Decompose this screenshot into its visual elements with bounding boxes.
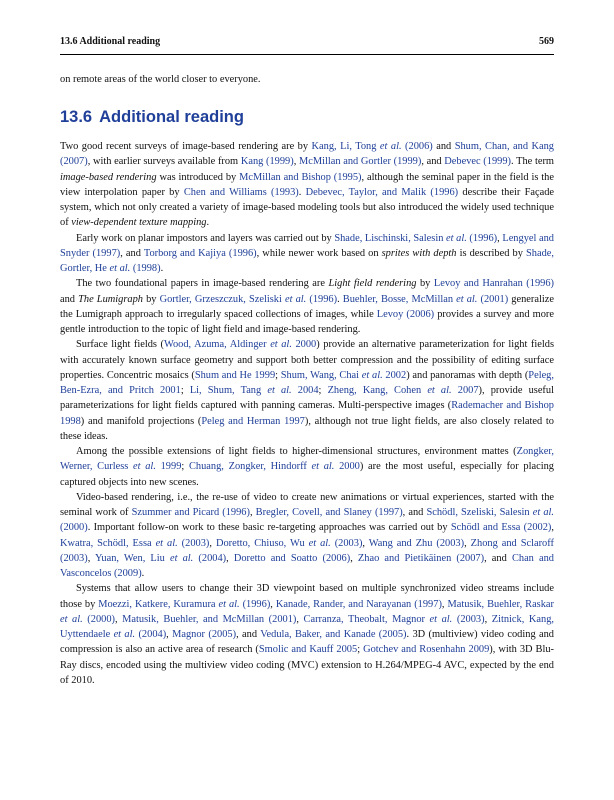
text-run: view-dependent texture mapping [71, 217, 207, 229]
citation-link[interactable]: et al. [446, 232, 467, 244]
citation-link[interactable]: Magnor (2005) [172, 629, 237, 640]
citation-link[interactable]: et al. [456, 293, 478, 305]
text-run: ; [181, 461, 189, 473]
citation-link[interactable]: Chen and Williams (1993) [183, 186, 299, 198]
text-run: . 3D (multiview) video coding and compression is also an active area of research ( [60, 629, 554, 656]
citation-link[interactable]: Bregler, Covell, and Slaney (1997) [255, 507, 403, 518]
citation-link[interactable]: et al. [532, 507, 555, 518]
text-run: , [87, 552, 96, 564]
citation-link[interactable]: Wang and Zhu (2003) [368, 537, 465, 549]
citation-link[interactable]: Peleg and Herman 1997 [201, 415, 305, 427]
text-run: . [141, 568, 145, 579]
text-run: , [270, 598, 276, 610]
citation-link[interactable]: Matusik, Buehler, and McMillan (2001) [122, 613, 297, 625]
citation-link[interactable]: Doretto, Chiuso, Wu [215, 537, 309, 549]
text-run: , [293, 156, 299, 168]
paragraph [60, 139, 554, 231]
text-run: , and [236, 629, 261, 640]
text-run: Video-based rendering, i.e., the re-use of video to create new animations or virtual experiences, started with the seminal work of [60, 491, 554, 518]
section-number: 13.6 [60, 108, 93, 126]
text-run: ) provide an alternative parameterization for light fields with accurately known surface geometry and support both better compression and the possibility of editing surface properties. Concentric mosaics ( [60, 339, 555, 381]
paragraph [60, 444, 554, 490]
running-header-section: 13.6 Additional reading [60, 36, 161, 47]
citation-link[interactable]: 1999 [155, 461, 182, 473]
citation-link[interactable]: Schödl, Szeliski, Salesin [426, 507, 533, 518]
citation-link[interactable]: Zhao and Pietikäinen (2007) [357, 552, 485, 564]
citation-link[interactable]: (2001) [477, 293, 509, 305]
text-run: Systems that allow users to change their 3D viewpoint based on multiple synchronized video streams include those by [60, 583, 554, 610]
paragraph [60, 490, 554, 582]
text-run: ) and manifold projections ( [80, 415, 202, 427]
citation-link[interactable]: et al. [427, 385, 452, 396]
citation-link[interactable]: et al. [60, 613, 83, 625]
citation-link[interactable]: Doretto and Soatto (2006) [233, 552, 351, 564]
text-run: ), with 3D Blu-Ray discs, encoded using the multiview video coding (MVC) extension to H.264/MPEG-4 AVC, expected by the end of 2010. [60, 644, 555, 686]
text-run: by [142, 293, 160, 305]
text-run: and [432, 141, 455, 152]
citation-link[interactable]: Chan and Vasconcelos (2009) [60, 552, 554, 579]
citation-link[interactable]: Shade, Gortler, He [60, 247, 554, 274]
citation-link[interactable]: (2003) [177, 537, 210, 549]
citation-link[interactable]: et al. [311, 461, 335, 473]
text-run: sprites with depth [381, 247, 457, 259]
citation-link[interactable]: Chuang, Zongker, Hindorff [188, 461, 312, 473]
citation-link[interactable]: McMillan and Bishop (1995) [239, 171, 362, 183]
citation-link[interactable]: Wood, Azuma, Aldinger [163, 339, 271, 351]
paragraph [60, 337, 554, 444]
carryover-line: on remote areas of the world closer to everyone. [60, 74, 261, 85]
running-header [60, 36, 554, 48]
text-run: ), although not true light fields, are also closely related to these ideas. [60, 415, 554, 442]
text-run: , [551, 522, 554, 534]
citation-link[interactable]: Levoy and Hanrahan (1996) [433, 278, 554, 290]
paragraph [60, 231, 554, 277]
text-run: ; [357, 644, 364, 656]
text-run: , [249, 507, 256, 518]
header-rule [60, 54, 554, 55]
citation-link[interactable]: Zhong and Sclaroff (2003) [60, 537, 554, 564]
page-number: 569 [539, 36, 554, 47]
citation-link[interactable]: (1998) [130, 263, 161, 274]
citation-link[interactable]: Rademacher and Bishop 1998 [60, 400, 554, 427]
citation-link[interactable]: Gotchev and Rosenhahn 2009 [363, 644, 490, 656]
text-run: Among the possible extensions of light fields to higher-dimensional structures, environment mattes ( [76, 446, 517, 457]
text-run: Light field rendering [328, 278, 417, 290]
citation-link[interactable]: et al. [113, 629, 136, 640]
text-run: , [362, 537, 369, 549]
text-run: , and [120, 247, 144, 259]
citation-link[interactable]: et al. [429, 613, 453, 625]
text-run: ), provide useful parameterizations for light fields captured with panning cameras. Multi-perspective images ( [60, 385, 554, 412]
text-run: , [484, 613, 492, 625]
text-run: ; [318, 385, 328, 396]
text-run: . [298, 186, 306, 198]
text-run: . Important follow-on work to these basic re-targeting approaches was carried out by [87, 522, 451, 534]
text-run: . The term [511, 156, 554, 168]
citation-link[interactable]: Shade, Lischinski, Salesin [334, 232, 447, 244]
citation-link[interactable]: (2004) [193, 552, 227, 564]
citation-link[interactable]: 2004 [291, 385, 319, 396]
text-run: , [350, 552, 358, 564]
citation-link[interactable]: (1996) [466, 232, 498, 244]
citation-link[interactable]: Yuan, Wen, Liu [95, 552, 170, 564]
citation-link[interactable]: Li, Shum, Tang [189, 385, 268, 396]
text-run: , and [402, 507, 427, 518]
citation-link[interactable]: (2004) [135, 629, 167, 640]
text-run: , [464, 537, 471, 549]
citation-link[interactable]: (2000) [82, 613, 116, 625]
citation-link[interactable]: et al. [109, 263, 131, 274]
citation-link[interactable]: Kang (1999) [240, 156, 294, 168]
citation-link[interactable]: Szummer and Picard (1996) [131, 507, 250, 518]
text-run: , [115, 613, 123, 625]
citation-link[interactable]: (1996) [239, 598, 271, 610]
text-run: , and [484, 552, 512, 564]
citation-link[interactable]: McMillan and Gortler (1999) [299, 156, 422, 168]
citation-link[interactable]: Buehler, Bosse, McMillan [342, 293, 457, 305]
citation-link[interactable]: Zheng, Kang, Cohen [327, 385, 428, 396]
citation-link[interactable]: 2000 [291, 339, 317, 351]
citation-link[interactable]: et al. [361, 369, 383, 381]
text-run: provides a survey and more gentle introduction to the topic of light field and image-based rendering. [60, 308, 554, 335]
citation-link[interactable]: Schödl and Essa (2002) [450, 522, 552, 534]
citation-link[interactable]: (2000) [60, 522, 88, 534]
text-run: The Lumigraph [78, 293, 143, 305]
text-run: image-based rendering [60, 171, 157, 183]
citation-link[interactable]: (2003) [330, 537, 363, 549]
text-run: , [166, 629, 173, 640]
text-run: , [497, 232, 503, 244]
text-run: , with earlier surveys available from [87, 156, 241, 168]
citation-link[interactable]: Debevec, Taylor, and Malik (1996) [305, 186, 459, 198]
text-run: The two foundational papers in image-based rendering are [76, 278, 329, 290]
citation-link[interactable]: et al. [218, 598, 240, 610]
citation-link[interactable]: 2000 [334, 461, 360, 473]
citation-link[interactable]: Shum, Chan, and Kang (2007) [60, 141, 555, 168]
citation-link[interactable]: Kanade, Rander, and Narayanan (1997) [275, 598, 442, 610]
text-run: is described by [456, 247, 526, 259]
text-run: , [441, 598, 448, 610]
citation-link[interactable]: Matusik, Buehler, Raskar [447, 598, 554, 610]
citation-link[interactable]: Gortler, Grzeszczuk, Szeliski [159, 293, 285, 305]
citation-link[interactable]: Carranza, Theobalt, Magnor [303, 613, 430, 625]
text-run: . [160, 263, 164, 274]
citation-link[interactable]: Moezzi, Katkere, Kuramura [98, 598, 219, 610]
citation-link[interactable]: 2002 [382, 369, 407, 381]
text-run: generalize the Lumigraph approach to irregularly spaced collections of images, while [60, 293, 554, 320]
text-run: ; [180, 385, 190, 396]
body-text [60, 139, 554, 688]
citation-link[interactable]: 2007 [451, 385, 479, 396]
text-run: was introduced by [156, 171, 240, 183]
citation-link[interactable]: Kang, Li, Tong [311, 141, 380, 152]
text-run: and [60, 293, 79, 305]
text-run: , although the seminal paper in the field is the view interpolation paper by [60, 171, 554, 198]
citation-link[interactable]: et al. [169, 552, 194, 564]
citation-link[interactable]: et al. [155, 537, 178, 549]
paragraph [60, 276, 554, 337]
citation-link[interactable]: et al. [133, 461, 156, 473]
citation-link[interactable]: Smolic and Kauff 2005 [258, 644, 358, 656]
text-run: by [416, 278, 434, 290]
citation-link[interactable]: et al. [270, 339, 292, 351]
citation-link[interactable]: Zongker, Werner, Curless [60, 446, 554, 473]
citation-link[interactable]: Debevec (1999) [444, 156, 512, 168]
text-run: , and [421, 156, 445, 168]
citation-link[interactable]: (2006) [401, 141, 433, 152]
citation-link[interactable]: Torborg and Kajiya (1996) [143, 247, 257, 259]
citation-link[interactable]: Kwatra, Schödl, Essa [60, 537, 156, 549]
citation-link[interactable]: et al. [308, 537, 331, 549]
citation-link[interactable]: Shum, Wang, Chai [280, 369, 362, 381]
text-run: Surface light fields ( [76, 339, 164, 351]
text-run: , [209, 537, 216, 549]
text-run: Two good recent surveys of image-based rendering are by [60, 141, 312, 152]
citation-link[interactable]: Zitnick, Kang, Uyttendaele [60, 613, 554, 640]
citation-link[interactable]: Peleg, Ben-Ezra, and Pritch 2001 [60, 369, 554, 396]
text-run: Early work on planar impostors and layers was carried out by [76, 232, 335, 244]
text-run: . [206, 217, 210, 229]
citation-link[interactable]: et al. [285, 293, 307, 305]
text-run: ; [275, 369, 281, 381]
section-title-text: Additional reading [99, 108, 244, 126]
citation-link[interactable]: Shum and He 1999 [194, 369, 276, 381]
citation-link[interactable]: et al. [379, 141, 402, 152]
text-run: describe their Façade system, which not only created a variety of image-based modeling tools but also introduced the widely used technique of [60, 186, 555, 229]
text-run: , [226, 552, 234, 564]
text-run: , while newer work based on [256, 247, 382, 259]
citation-link[interactable]: (1996) [306, 293, 338, 305]
text-run: ) and panoramas with depth ( [406, 369, 529, 381]
section-heading [60, 108, 554, 127]
text-run: , [296, 613, 304, 625]
citation-link[interactable]: Levoy (2006) [376, 308, 435, 320]
citation-link[interactable]: Vedula, Baker, and Kanade (2005) [260, 629, 407, 640]
citation-link[interactable]: Lengyel and Snyder (1997) [60, 232, 554, 259]
citation-link[interactable]: (2003) [452, 613, 485, 625]
text-run: ) are the most useful, especially for placing captured objects into new scenes. [60, 461, 554, 488]
citation-link[interactable]: et al. [267, 385, 292, 396]
text-run: . [337, 293, 343, 305]
paragraph [60, 581, 554, 688]
